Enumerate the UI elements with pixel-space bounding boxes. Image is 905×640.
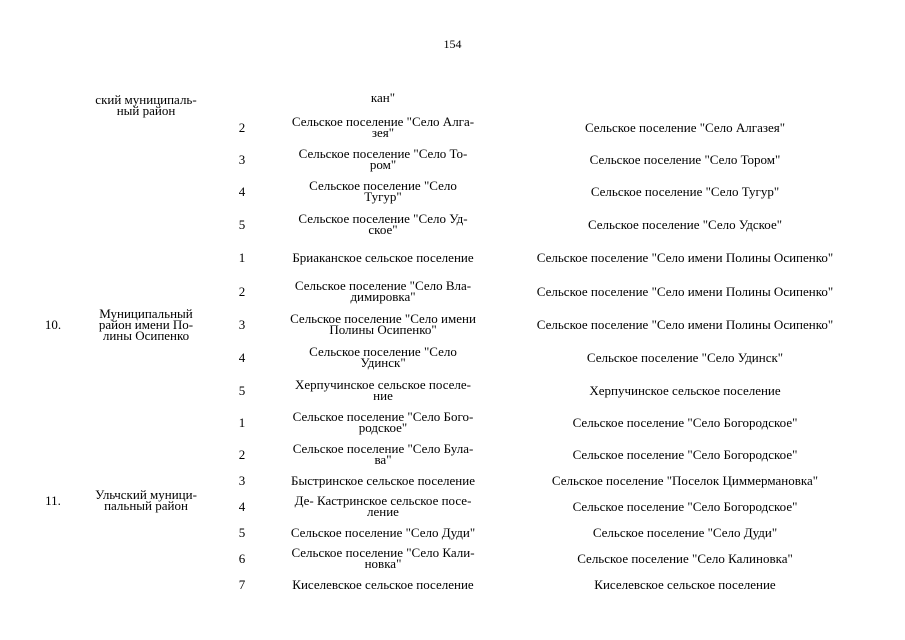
row-subnumber: 2	[238, 119, 246, 135]
old-settlement-name-line: ское"	[368, 222, 398, 237]
new-settlement-name: Сельское поселение "Село Удское"	[587, 216, 783, 232]
old-settlement-name	[273, 409, 493, 435]
old-settlement-name-line: родское"	[358, 420, 408, 435]
new-settlement-name: Сельское поселение "Село Тугур"	[590, 183, 780, 199]
district-number: 11.	[45, 492, 61, 508]
old-settlement-name-line: Сельское поселение "Село Алга-	[291, 114, 475, 129]
old-settlement-name-line: Сельское поселение "Село	[309, 178, 457, 193]
old-settlement-name-line: Тугур"	[364, 189, 402, 204]
district-name-line: лины Осипенко	[102, 327, 190, 343]
row-subnumber: 3	[238, 151, 246, 167]
row-subnumber: 5	[238, 382, 246, 398]
new-settlement-name: Киселевское сельское поселение	[594, 576, 776, 592]
old-settlement-name-line: ром"	[369, 157, 397, 172]
row-subnumber: 1	[238, 249, 246, 265]
row-subnumber: 5	[238, 216, 246, 232]
new-settlement-name: Сельское поселение "Село имени Полины Осипенко"	[536, 249, 834, 265]
old-settlement-name-line: Быстринское сельское поселение	[291, 472, 475, 488]
old-settlement-name	[273, 441, 493, 467]
old-settlement-name-line: Сельское поселение "Село имени	[290, 311, 476, 326]
old-settlement-name	[273, 377, 493, 403]
old-settlement-name	[273, 545, 493, 571]
district-name-continued	[66, 92, 226, 118]
row-subnumber: 3	[238, 316, 246, 332]
old-settlement-name	[273, 211, 493, 237]
old-settlement-name	[273, 493, 493, 519]
new-settlement-name: Сельское поселение "Село Богородское"	[572, 414, 798, 430]
old-settlement-name-line: Де- Кастринское сельское посе-	[294, 493, 472, 508]
old-settlement-name	[273, 114, 493, 140]
old-settlement-name-line: Сельское поселение "Село	[309, 344, 457, 359]
old-settlement-name-line: димировка"	[350, 289, 416, 304]
old-settlement-name	[273, 178, 493, 204]
new-settlement-name: Сельское поселение "Село Алгазея"	[584, 119, 786, 135]
district-name-line: Ульчский муници-	[95, 487, 197, 502]
old-settlement-name-continued	[273, 90, 493, 104]
old-settlement-name-line: Сельское поселение "Село То-	[298, 146, 468, 161]
old-settlement-name	[273, 571, 493, 597]
old-settlement-name-line: Бриаканское сельское поселение	[292, 249, 474, 265]
row-subnumber: 7	[238, 576, 246, 592]
new-settlement-name: Сельское поселение "Село Богородское"	[572, 498, 798, 514]
new-settlement-name: Сельское поселение "Село Дуди"	[592, 524, 778, 540]
old-settlement-name	[273, 467, 493, 493]
old-settlement-name-line: новка"	[364, 556, 402, 571]
new-settlement-name: Сельское поселение "Село Удинск"	[586, 349, 784, 365]
old-settlement-name-line: ва"	[374, 452, 392, 467]
district-number: 10.	[44, 316, 62, 332]
row-subnumber: 3	[238, 472, 246, 488]
new-settlement-name: Херпучинское сельское поселение	[589, 382, 781, 398]
district-name-continued-line: ный район	[116, 103, 176, 118]
row-subnumber: 1	[238, 414, 246, 430]
old-settlement-name-line: Сельское поселение "Село Дуди"	[290, 524, 476, 540]
row-subnumber: 2	[238, 283, 246, 299]
old-settlement-name-line: Сельское поселение "Село Була-	[292, 441, 474, 456]
row-subnumber: 2	[238, 446, 246, 462]
old-settlement-name	[273, 278, 493, 304]
new-settlement-name: Сельское поселение "Село Калиновка"	[577, 550, 793, 566]
row-subnumber: 6	[238, 550, 246, 566]
new-settlement-name: Сельское поселение "Село имени Полины Осипенко"	[536, 283, 834, 299]
old-settlement-name-line: Полины Осипенко"	[329, 322, 437, 337]
old-settlement-name-line: Сельское поселение "Село Вла-	[294, 278, 472, 293]
new-settlement-name: Сельское поселение "Село Богородское"	[572, 446, 798, 462]
district-name	[66, 304, 226, 344]
district-name-line: район имени По-	[98, 316, 194, 332]
row-subnumber: 4	[238, 349, 246, 365]
new-settlement-name: Сельское поселение "Поселок Циммермановка"	[551, 472, 819, 488]
district-name-continued-line: ский муниципаль-	[95, 92, 197, 107]
new-settlement-name: Сельское поселение "Село Тором"	[589, 151, 781, 167]
old-settlement-name-line: Сельское поселение "Село Кали-	[291, 545, 475, 560]
page-number: 154	[443, 37, 462, 51]
row-subnumber: 4	[238, 183, 246, 199]
old-settlement-name	[273, 244, 493, 270]
old-settlement-name-line: Сельское поселение "Село Уд-	[298, 211, 468, 226]
district-name	[66, 480, 226, 520]
district-name-line: Муниципальный	[99, 305, 193, 321]
district-name-line: пальный район	[104, 498, 188, 513]
row-subnumber: 4	[238, 498, 246, 514]
old-settlement-name	[273, 344, 493, 370]
old-settlement-name	[273, 519, 493, 545]
old-settlement-name-line: Удинск"	[360, 355, 406, 370]
old-settlement-name	[273, 146, 493, 172]
row-subnumber: 5	[238, 524, 246, 540]
old-settlement-name-line: ление	[367, 504, 399, 519]
new-settlement-name: Сельское поселение "Село имени Полины Осипенко"	[536, 316, 834, 332]
old-settlement-name-line: ние	[373, 388, 393, 403]
old-settlement-name-continued-line: кан"	[370, 89, 396, 105]
old-settlement-name-line: Херпучинское сельское поселе-	[295, 377, 471, 392]
old-settlement-name-line: Киселевское сельское поселение	[292, 576, 474, 592]
old-settlement-name	[273, 311, 493, 337]
old-settlement-name-line: зея"	[371, 125, 395, 140]
old-settlement-name-line: Сельское поселение "Село Бого-	[292, 409, 474, 424]
